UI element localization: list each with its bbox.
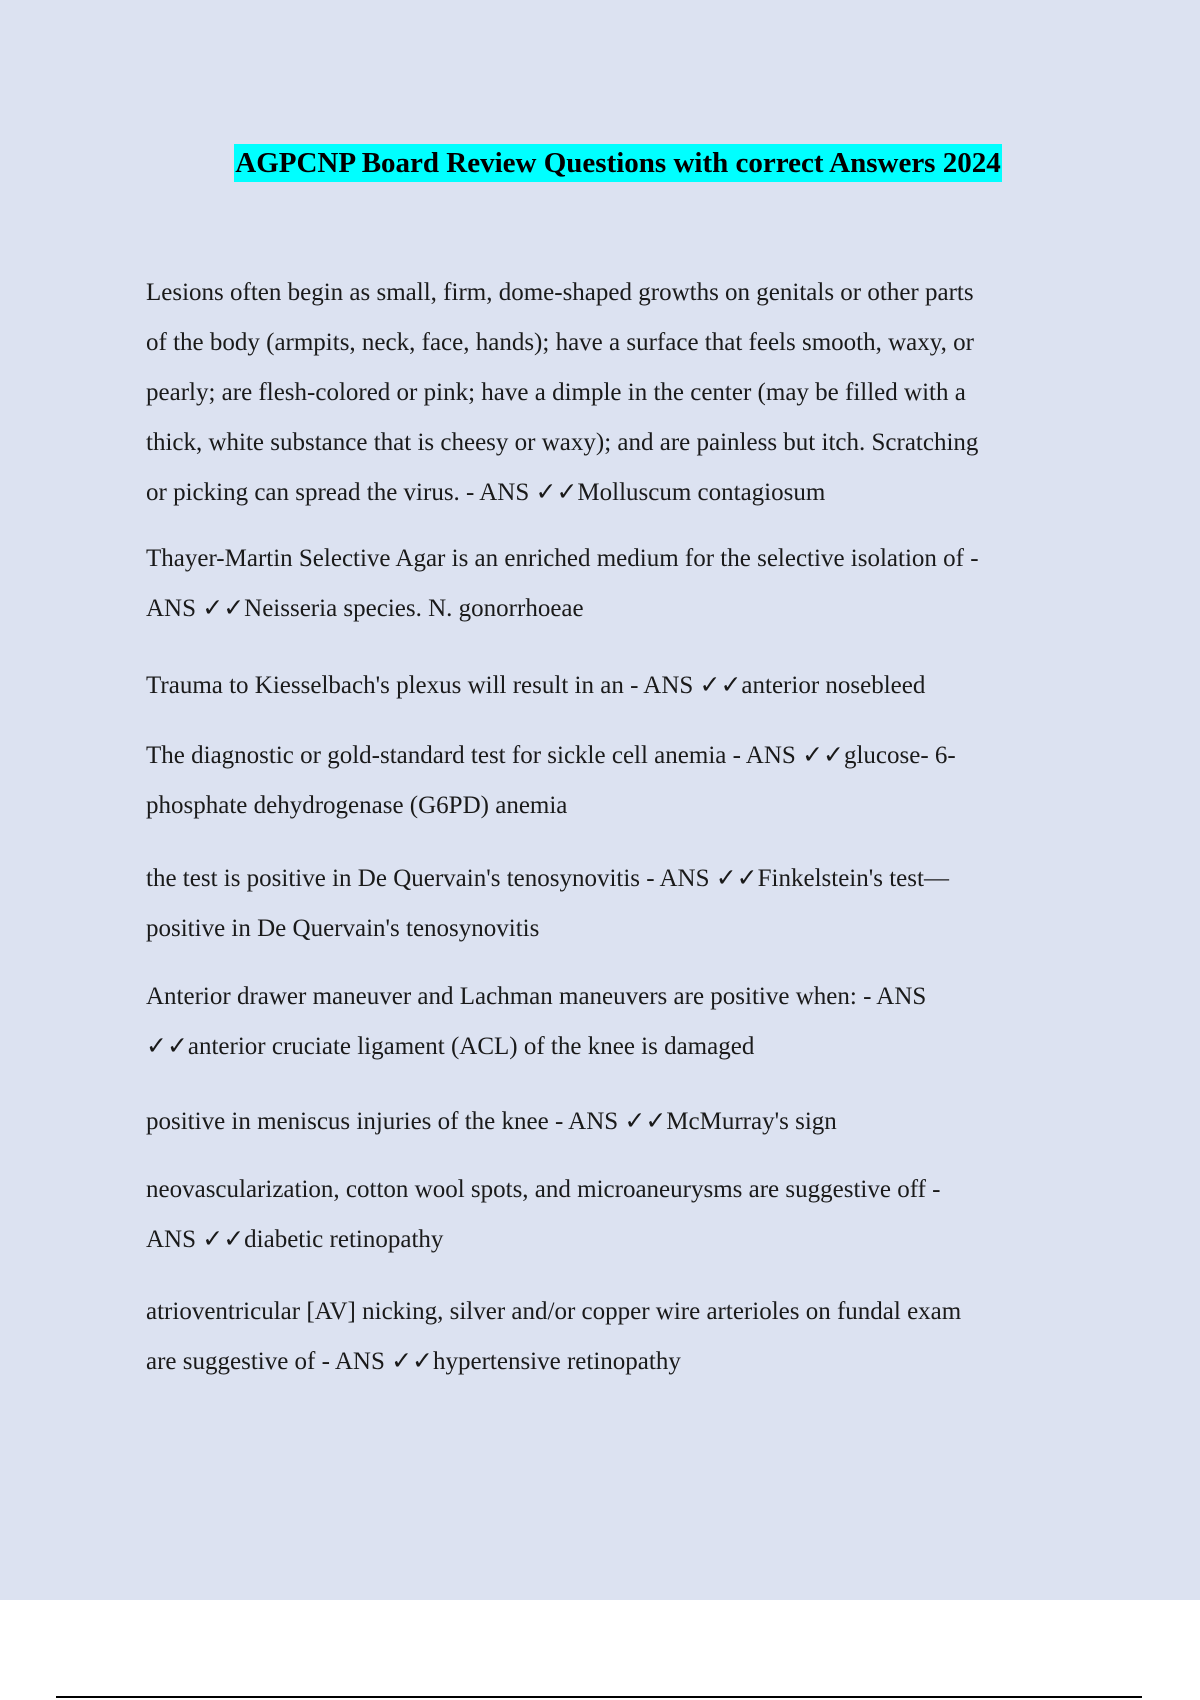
qa-line: of the body (armpits, neck, face, hands); have a surface that feels smooth, waxy, or: [146, 329, 974, 356]
qa-entry-meniscus: [146, 1097, 1096, 1147]
qa-entry-de-quervain: [146, 854, 1096, 954]
qa-line: Trauma to Kiesselbach's plexus will result in an - ANS ✓✓anterior nosebleed: [146, 672, 926, 699]
qa-line: Lesions often begin as small, firm, dome-shaped growths on genitals or other parts: [146, 279, 974, 306]
qa-line: the test is positive in De Quervain's tenosynovitis - ANS ✓✓Finkelstein's test—: [146, 865, 949, 892]
qa-line: ANS ✓✓Neisseria species. N. gonorrhoeae: [146, 595, 584, 622]
qa-line: positive in De Quervain's tenosynovitis: [146, 915, 540, 942]
qa-line: Thayer-Martin Selective Agar is an enriched medium for the selective isolation of -: [146, 545, 979, 572]
qa-line: Anterior drawer maneuver and Lachman maneuvers are positive when: - ANS: [146, 983, 927, 1010]
qa-entry-molluscum: [146, 268, 1096, 518]
qa-line: positive in meniscus injuries of the knee - ANS ✓✓McMurray's sign: [146, 1108, 837, 1135]
qa-line: pearly; are flesh-colored or pink; have a dimple in the center (may be filled with a: [146, 379, 966, 406]
qa-entry-sickle-cell: [146, 731, 1096, 831]
qa-entry-acl: [146, 972, 1096, 1072]
qa-entry-diabetic-retinopathy: [146, 1165, 1096, 1265]
title-container: [0, 144, 1200, 182]
qa-line: thick, white substance that is cheesy or waxy); and are painless but itch. Scratching: [146, 429, 979, 456]
qa-line: are suggestive of - ANS ✓✓hypertensive retinopathy: [146, 1348, 681, 1375]
qa-line: ANS ✓✓diabetic retinopathy: [146, 1226, 444, 1253]
footer-divider: [56, 1696, 1142, 1698]
qa-line: atrioventricular [AV] nicking, silver and/or copper wire arterioles on fundal exam: [146, 1298, 962, 1325]
qa-line: ✓✓anterior cruciate ligament (ACL) of the knee is damaged: [146, 1033, 755, 1060]
qa-line: or picking can spread the virus. - ANS ✓✓Molluscum contagiosum: [146, 479, 826, 506]
qa-entry-hypertensive-retinopathy: [146, 1287, 1096, 1387]
qa-line: The diagnostic or gold-standard test for sickle cell anemia - ANS ✓✓glucose- 6-: [146, 742, 956, 769]
qa-line: phosphate dehydrogenase (G6PD) anemia: [146, 792, 568, 819]
qa-entry-kiesselbach: [146, 661, 1096, 711]
qa-line: neovascularization, cotton wool spots, and microaneurysms are suggestive off -: [146, 1176, 941, 1203]
qa-entry-thayer-martin: [146, 534, 1096, 634]
document-title: AGPCNP Board Review Questions with correct Answers 2024: [234, 144, 1001, 182]
